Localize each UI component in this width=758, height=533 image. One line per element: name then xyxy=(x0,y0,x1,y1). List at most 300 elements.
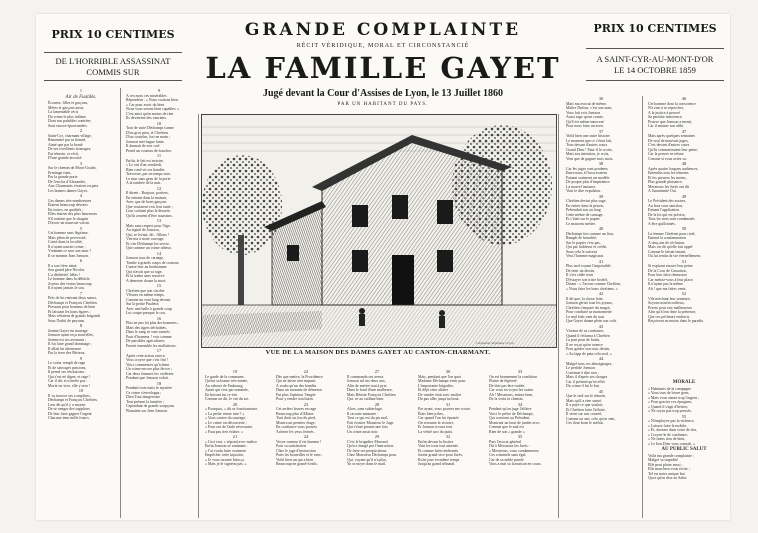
verse-line: Qu'ils commettraient leur peine, xyxy=(648,147,698,152)
verse-line: Il prend ses résolutions : xyxy=(48,370,87,374)
verse-line: Quoi qu'on dise au Salut. xyxy=(648,476,688,480)
divider xyxy=(44,80,182,81)
verse-number: 48 xyxy=(681,161,687,166)
verse-line: Qui s'était promis une fois xyxy=(347,425,388,429)
verse-line: Qu'est chargé par l'instruction xyxy=(347,444,394,448)
verse-line: Joyeux des vertus beaucoup xyxy=(48,281,92,286)
verse-number: 18 xyxy=(156,380,162,386)
verse-line: Disant : « J'avons comme Chrétien, xyxy=(566,282,622,286)
verse-line: D'un gros pieu, et Chrétien xyxy=(126,130,168,135)
text-column-11 xyxy=(644,446,724,518)
verse-line: Entre nous à l'insu avaient xyxy=(566,171,607,175)
verse-line: Qu'eut sa bonne très-aimée, xyxy=(205,379,249,383)
house-engraving xyxy=(202,115,556,347)
verse-line: Voici commencer qu'à demi xyxy=(126,362,170,367)
verse-line: Comme si vous aviez su. xyxy=(648,156,687,161)
verse-number: 43 xyxy=(598,323,604,329)
verse-line: Le moment que ce c'était fait, xyxy=(566,138,613,143)
verse-line: Afin de mettre tout à prix xyxy=(347,383,387,388)
verse-line: De ses excellents fromages, xyxy=(48,147,92,151)
verse-line: Ils'en joue en même temps xyxy=(418,457,460,462)
verse-line: Prétendait son au long xyxy=(566,208,601,212)
verse-number: 29 xyxy=(374,434,380,439)
verse-number: 12 xyxy=(156,185,162,191)
verse-line: Car deux femmes les violèrent xyxy=(126,371,174,376)
verse-line: Et Chrétien faire l'affaire, xyxy=(566,407,606,412)
verse-line: Ah ! que me faites venir. xyxy=(648,286,687,291)
verse-number: 42 xyxy=(598,291,604,296)
verse-line: Nous vous serons bien capables. » xyxy=(126,107,180,111)
verse-line: Sur le chemin de Mont-Goulet, xyxy=(48,166,97,170)
verse-line: Pour sa satisfaction xyxy=(276,444,307,448)
verse-line: Et la traîne sans resserve xyxy=(126,274,165,278)
verse-line: Malgré sa stupidité xyxy=(648,458,678,462)
verse-line: Pour conduire sa marionnette xyxy=(566,310,612,314)
verse-line: Plus grande plaisance, xyxy=(648,180,683,184)
verse-line: Et s'en Déchampt les servie, xyxy=(126,241,170,246)
verse-line: Tel est notre unique but xyxy=(648,471,685,476)
verse-line: Il donnait de son coté xyxy=(126,144,160,148)
verse-line: A demeure douze la mort. xyxy=(126,278,167,283)
verse-number: 19 xyxy=(232,369,238,374)
verse-line: Voilà bien une autre histoire xyxy=(566,134,610,138)
verse-line: Pour nous faire un aveu. xyxy=(566,124,604,128)
verse-line: Le mal était vain du tout xyxy=(566,314,605,319)
verse-line: « Ne faites rien de bien, xyxy=(648,437,686,441)
verse-line: A cinq ans de réclusion. xyxy=(648,240,686,245)
verse-line: Jusqu'au grand tribunal. xyxy=(418,462,456,466)
verse-line: Paris les bouteilles et le vain ; xyxy=(276,453,323,457)
verse-line: Si expirant encore leur peine xyxy=(648,264,693,268)
verse-line: Mais il d'après ses charges xyxy=(566,375,608,379)
verse-line: Qui, voyant qu'il n'a plus, xyxy=(347,457,387,462)
verse-line: Vaut les trois tout amenés xyxy=(418,444,458,448)
verse-line: Jomson met bague lame, xyxy=(126,139,165,144)
verse-number: 36 xyxy=(598,96,604,101)
verse-line: De l'enclos d'Alexandre, xyxy=(48,179,87,184)
verse-line: Ya se noyer dans le mail. xyxy=(347,462,386,466)
left-heading-line: DE L'HORRIBLE ASSASSINAT xyxy=(55,56,171,66)
verse-number: 24 xyxy=(303,434,309,439)
verse-line: Fut témoin, ce récit, xyxy=(48,151,80,156)
poster-main-title: LA FAMILLE GAYET xyxy=(205,51,561,85)
verse-line: Malgré tous ces témoignages, xyxy=(566,361,613,366)
verse-line: Il allait lui alternance xyxy=(48,346,82,351)
verse-number: 27 xyxy=(374,369,380,374)
verse-line: Prend un couteau de boucher. xyxy=(126,148,172,153)
text-column-6 xyxy=(414,369,482,519)
verse-line: Mais n'étaient de grands brigands xyxy=(48,314,101,318)
verse-line: « Laissez faire le mobile, xyxy=(648,423,688,428)
verse-line: « Le bon Dieu vous connaît. » xyxy=(648,441,696,446)
verse-line: Il a payé ce que vouloir, xyxy=(566,403,604,407)
verse-line: Tout droit on fou du pied, xyxy=(276,416,316,420)
verse-line: Tout présent la lumière ; xyxy=(126,399,164,404)
verse-line: « Vous contez du sauvage, xyxy=(205,416,247,420)
verse-line: Qu'il est même innocent xyxy=(566,119,604,124)
verse-line: Le mur sans gens de la porte xyxy=(126,176,171,181)
verse-line: Mais son intention, je crois, xyxy=(566,152,610,156)
verse-line: Sur le papier c'est pas, xyxy=(566,240,601,245)
verse-line: Dès que mettre, la Providence xyxy=(276,374,323,379)
verse-line: Ils devinrent des vauriens. xyxy=(126,116,167,120)
verse-line: De vendre était avec malice xyxy=(418,392,462,397)
verse-line: Étais bien jolies, xyxy=(418,411,444,416)
verse-line: Entendus tous les témoins xyxy=(648,171,689,175)
verse-line: Son grand père Nicolas xyxy=(48,268,85,272)
verse-line: Cette même de carnage, xyxy=(566,212,604,217)
verse-line: Beaucoup ne grand-fortifs. xyxy=(276,462,318,466)
verse-line: D'un coutelas, fort en main ; xyxy=(126,135,171,139)
verse-line: La nouvel instance xyxy=(566,184,596,189)
right-heading-line: A SAINT-CYR-AU-MONT-D'OR xyxy=(596,54,714,64)
verse-line: Voici le prêtre de Déchampt, xyxy=(489,411,534,416)
verse-line: Messieurs les Jurés ont dit xyxy=(648,184,690,189)
verse-line: De leur faire gagner l'argent xyxy=(48,411,92,416)
verse-line: « Quand il s'agit d'hériter, xyxy=(648,404,689,409)
verse-line: Car de sa noble parole xyxy=(489,457,524,462)
column-rule xyxy=(120,88,121,518)
verse-line: Il n'ayant narrait crime ; xyxy=(48,244,86,249)
verse-line: D'essayer son triste bordel, xyxy=(566,277,608,282)
verse-line: Vous fait voir Jomson xyxy=(566,110,600,115)
verse-line: Comme le faisait tenant, xyxy=(648,249,687,254)
verse-line: Car il prétend qu'en effet xyxy=(566,379,605,384)
verse-line: Mais, pendant que l'on quoi xyxy=(418,374,462,379)
verse-line: Faisant l'application xyxy=(648,208,680,212)
verse-line: Faisant vraiment un modèle xyxy=(566,175,610,180)
verse-line: Comme que le mal est xyxy=(489,425,524,429)
verse-line: Que ces pécheurs endurcis xyxy=(648,314,690,319)
verse-line: Chez le juge d'instruction xyxy=(276,448,316,453)
divider xyxy=(586,48,724,49)
verse-line: Vont le dire expulsion. xyxy=(566,189,602,193)
verse-number: 50 xyxy=(681,226,687,231)
verse-number: 35 xyxy=(517,434,523,439)
verse-line: Veut l'homme magistrat. xyxy=(566,254,604,258)
verse-line: En confiance vous pouvez xyxy=(276,425,317,429)
verse-number: 45 xyxy=(598,388,604,394)
verse-line: Furent ensemble les malfaiteurs. xyxy=(126,343,177,348)
verse-line: Tout ce qui est du pis mal, xyxy=(347,416,388,420)
verse-line: Ces dont bons le méfait. xyxy=(566,421,604,425)
verse-line: Ces criminels sans égal, xyxy=(489,453,527,457)
verse-line: Car mettez-vous à leur place, xyxy=(648,277,694,282)
verse-line: Qui, se levant, dit : Allons ! xyxy=(126,232,170,237)
verse-line: De seul de mauvais juges, xyxy=(648,138,689,143)
verse-line: Au signal de Jomson, xyxy=(126,228,160,232)
verse-number: 30 xyxy=(445,369,451,374)
verse-line: A voulu qu'un des bandits xyxy=(276,383,317,388)
verse-line: Dieu Tout dangereuse xyxy=(126,395,161,399)
verse-number: 3 xyxy=(79,160,83,166)
verse-number: 44 xyxy=(598,356,604,361)
verse-line: Contre leur au bonhomme xyxy=(126,265,167,269)
verse-line: « Pourquoi, » dit se fonctionnaire, xyxy=(205,407,259,411)
verse-line: Rien de son « grande » xyxy=(489,429,525,434)
verse-line: Étaient beaucoup dévotes xyxy=(48,203,88,207)
verse-number: 51 xyxy=(681,258,687,264)
verse-line: Qui convient au Président, xyxy=(489,416,531,420)
verse-line: Cet homme sans légitime, xyxy=(48,231,89,235)
verse-line: Voilà bien un qui a bien xyxy=(276,457,313,462)
verse-number: 41 xyxy=(598,258,604,264)
verse-number: 52 xyxy=(681,291,687,296)
verse-line: Vite ma à notre ouvrage, xyxy=(126,237,165,241)
verse-line: Enfin Jomson se ranimant : xyxy=(205,444,248,448)
verse-line: Rempli de brutalité, xyxy=(566,236,598,240)
verse-line: « J'ai voulu faire vraiment xyxy=(205,448,246,453)
verse-line: Il fut faire grand dommage ; xyxy=(48,342,92,346)
verse-number: 34 xyxy=(517,401,523,407)
verse-line: « La petite venue tant ? » xyxy=(205,411,245,416)
verse-number: 4 xyxy=(79,193,83,198)
verse-line: Dit à Messieurs les Jurés : xyxy=(489,444,530,448)
verse-line: Plus tard voyant l'impossible xyxy=(566,264,611,268)
verse-line: Aimé que par la bonté xyxy=(48,142,83,147)
verse-line: Dans un moment de démence xyxy=(276,388,323,392)
verse-line: La vérité sort du puits. xyxy=(418,429,454,434)
verse-line: Qui, ce au vaillant bien. xyxy=(347,397,385,401)
verse-line: Sont encore épouvantées. xyxy=(48,123,88,128)
verse-line: Plus ne pus loi plus des hommes ; xyxy=(126,321,179,325)
verse-line: Répondent : « Nous voulons bien xyxy=(126,98,178,102)
verse-line: Du crime le plus infâme, xyxy=(48,114,87,119)
verse-line: Et déjà cette affaire xyxy=(418,388,449,392)
verse-line: Car il monter son alibi. xyxy=(648,124,684,128)
verse-line: C'est le brigadier Maroncé xyxy=(347,439,389,444)
verse-line: Vous a nuit sa la maison en cours. xyxy=(489,462,542,466)
verse-line: Chez Monsieur Déchampt pour, xyxy=(347,453,397,457)
text-column-8 xyxy=(562,96,640,518)
column-rule xyxy=(642,96,643,518)
verse-line: La part pour de butin, xyxy=(566,338,600,342)
verse-line: Sur la petite Paulette, xyxy=(126,302,160,306)
verse-line: De paisibles agricultures xyxy=(126,339,165,343)
verse-line: De la vertu la chemin. xyxy=(489,397,524,401)
verse-line: On retourne la victoire, xyxy=(418,420,455,425)
verse-line: Victime de sa confiance, xyxy=(566,329,605,333)
verse-line: Mais sans respect pour l'âge, xyxy=(126,223,171,228)
verse-line: Prouve que Jomson a menti, xyxy=(648,119,692,124)
verse-line: Le coeur rempli de rage xyxy=(48,361,86,365)
verse-line: Du crime il fut le but. xyxy=(566,384,600,388)
verse-line: Ermitage riant, xyxy=(48,170,72,175)
verse-line: De la Cour de Cassation, xyxy=(648,268,687,273)
verse-line: S'il avaient que le chagrin xyxy=(48,216,89,221)
verse-line: Montrant un bout de jambe avec, xyxy=(489,420,541,425)
verse-line: Plaine de légèreté xyxy=(489,379,517,383)
verse-number: 2 xyxy=(79,128,83,133)
section-heading-morale: MORALE xyxy=(672,380,696,385)
verse-line: Un crime encore plus féroce ; xyxy=(126,367,173,371)
verse-line: Renommé par sa beauté, xyxy=(48,138,87,142)
verse-number: 9 xyxy=(79,355,83,361)
verse-line: Tous les trois sont condamnés xyxy=(648,217,695,221)
verse-line: A l'unanimité Oui. xyxy=(648,189,677,193)
verse-line: Du pas aller jusqu'au bout. xyxy=(418,397,460,401)
verse-line: Qui ne laisse rien impuni, xyxy=(276,379,317,383)
verse-number: 20 xyxy=(232,401,238,407)
verse-line: « Car pour avoir du bien xyxy=(126,102,165,107)
verse-line: « Cest vrai, » répond avec malice xyxy=(205,439,257,444)
verse-line: Acheter les yeux fermés. xyxy=(276,429,315,434)
verse-line: Il n'ayant pas la même xyxy=(648,282,683,286)
price-left: PRIX 10 CENTIMES xyxy=(51,28,175,41)
verse-line: « N'employez pas la violence, xyxy=(648,419,695,423)
verse-line: Tombe à grands coups de couteau xyxy=(126,260,179,265)
price-right: PRIX 10 CENTIMES xyxy=(593,22,717,35)
verse-line: Cet homme dont la conscience xyxy=(648,101,696,106)
verse-number: 16 xyxy=(156,315,162,321)
verse-line: Puis l'avocat général xyxy=(489,439,522,444)
verse-line: Ayant qui s'est par nommée, xyxy=(205,388,249,392)
verse-line: Grand Dieu ! Faut-il le croire, xyxy=(566,147,613,152)
verse-number: 39 xyxy=(598,193,604,199)
verse-line: Déchampt fort comme un lion, xyxy=(566,231,614,236)
divider xyxy=(44,52,182,53)
verse-line: Ces dames très-nombreuses xyxy=(48,198,92,203)
verse-number: 37 xyxy=(598,128,604,134)
verse-line: Dont nos paisibles contrées xyxy=(48,119,91,123)
verse-line: Le homme dans la débâcle, xyxy=(48,277,91,281)
verse-line: Comme on dit, le vin du sot. xyxy=(205,397,250,401)
verse-line: Il raconte annuaire : xyxy=(347,411,379,416)
verse-line: Écoutez, filles et garçons, xyxy=(48,101,89,105)
verse-number: 28 xyxy=(374,401,380,407)
verse-line: Chacune tenu mille francs. xyxy=(48,416,90,420)
verse-line: Morte ou vive, elle y sera ! xyxy=(48,383,91,388)
verse-line: Bien rond vit ses bandits xyxy=(126,167,165,172)
verse-line: Au cabaret de Faubourg, xyxy=(205,383,244,388)
verse-line: « Au lapp de pain cela seul. » xyxy=(566,351,612,356)
section-heading-public: AU PUBLIC SALUT xyxy=(661,447,707,452)
verse-line: Elle marchera vous écrier ; xyxy=(648,467,690,471)
verse-line: De propre plus d'impatience xyxy=(566,180,610,184)
text-column-5 xyxy=(343,369,411,519)
text-column-3 xyxy=(201,369,269,519)
verse-line: Il a son frère aimé, xyxy=(48,263,78,268)
verse-line: Cet arrêtes braves en rage xyxy=(276,407,317,411)
verse-number: 33 xyxy=(517,369,523,374)
verse-line: Il dirent : Bonjour, portiers, xyxy=(126,191,169,195)
text-column-10 xyxy=(644,379,724,444)
verse-line: Par la grande porte xyxy=(48,175,78,179)
verse-line: De la loi qui est précise, xyxy=(648,212,686,217)
verse-number: 40 xyxy=(598,226,604,231)
trial-line: Jugé devant la Cour d'Assises de Lyon, le 13 Juillet 1860 xyxy=(262,88,504,99)
verse-line: Que vouiaient voir leur tante ; xyxy=(126,204,173,209)
verse-line: Jomson tous de carnage, xyxy=(126,256,165,260)
verse-line: Et les preuves les moins, xyxy=(648,175,687,180)
verse-line: C'est devant d'autres cours xyxy=(648,143,690,147)
verse-line: Maître Dufour, c'est son nom, xyxy=(566,106,613,110)
verse-line: Chrétien devint plus sage, xyxy=(566,199,607,203)
verse-line: En buvant fut ce très xyxy=(205,392,238,397)
verse-line: N'a rien à se reprocher, xyxy=(648,106,684,110)
verse-line: « Vous tous de brave gens, xyxy=(648,391,690,395)
verse-line: « Nous faire les bons chrétiens. » xyxy=(566,286,618,291)
verse-line: L'a déshérité, hélas ! xyxy=(48,272,81,277)
verse-line: Pour leur faire rémission xyxy=(648,273,687,277)
verse-line: Montra un premier étage, xyxy=(276,420,316,425)
verse-line: Il dit que, la chose faite, xyxy=(566,296,604,301)
verse-number: 11 xyxy=(156,153,162,158)
verse-line: Que Gayet donne plein son coût. xyxy=(566,319,617,323)
verse-line: Conté dans la localité, xyxy=(48,240,83,244)
verse-line: A être guillotinés. xyxy=(648,221,676,226)
verse-line: Ce crime s'enveloppa ; xyxy=(126,390,162,395)
verse-line: Beaucoup plus d'Albion xyxy=(276,411,314,416)
verse-line: Un crime aussi noir. xyxy=(347,429,379,434)
verse-line: Dans le sang se sont vautrés. xyxy=(126,330,171,334)
verse-line: La femme Chrétien pour rival, xyxy=(648,231,696,236)
verse-line: Jurent grand vice pour Jurés, xyxy=(418,453,463,457)
verse-line: Aussi sage qu'un comte, xyxy=(566,115,604,119)
verse-line: Pendant trois nuits le mystère xyxy=(126,386,173,390)
verse-line: « Pour gracier vos épargnes, xyxy=(648,400,693,404)
verse-line: Fait écouter Monsieur le Juge, xyxy=(347,420,395,425)
poster-title-top: GRANDE COMPLAINTE xyxy=(244,20,522,40)
verse-line: Tout de suite Déchampt s'arme xyxy=(126,126,174,130)
verse-line: Elle peut plaire aussi ; xyxy=(648,462,683,467)
verse-line: Pendant qu'on juge l'affaire xyxy=(489,407,532,411)
verse-line: « Ne soyez pas trop pressés. xyxy=(648,409,692,413)
verse-line: Enfin devant la Justice xyxy=(418,439,454,444)
verse-number: 31 xyxy=(445,401,451,407)
text-column-9 xyxy=(644,96,724,376)
verse-line: Vile méchant leur sentence, xyxy=(648,296,691,301)
verse-line: Empêcher cette injustice, xyxy=(205,453,245,457)
verse-line: Il commanda ses aveux xyxy=(347,374,384,379)
verse-line: Il s'est cidée tenir xyxy=(566,273,594,277)
verse-line: Que le seul sur le témoin, xyxy=(566,394,606,398)
air-line: Air de Fualdès. xyxy=(65,94,97,100)
verse-line: Madame Déchampt venir pour xyxy=(418,379,466,383)
verse-line: Par la terre des Bérieux. xyxy=(48,351,86,355)
engraving-illustration xyxy=(201,114,557,348)
verse-line: « Pour ont de l'aide nécessaire, xyxy=(205,425,254,429)
column-rule xyxy=(198,114,199,518)
verse-number: 22 xyxy=(303,369,309,374)
verse-line: Car quand l'un fut épuisée xyxy=(418,416,459,420)
verse-number: 6 xyxy=(79,258,83,263)
text-column-4 xyxy=(272,369,340,519)
verse-line: Et c'était sur le papier xyxy=(566,217,600,221)
verse-line: Il n'ayant jamais le sou. xyxy=(48,286,85,290)
verse-line: « Et, dormez dans votre de dos, xyxy=(648,428,698,432)
verse-line: Que comme un crime odieux. xyxy=(126,246,173,250)
verse-line: Il ne reçut qu'en avance xyxy=(566,342,603,347)
verse-line: Qui s'est né digne, et rage ! xyxy=(48,374,91,379)
verse-line: Qui n'avait que sa rage, xyxy=(126,269,163,274)
verse-line: C'est ainsi qu'en moins de rien xyxy=(126,111,174,116)
verse-line: Par ayant, vous pouvez me croire, xyxy=(418,407,471,411)
verse-line: En entrant dans la maison, xyxy=(126,195,168,200)
verse-line: Cependant de grands soupçons xyxy=(126,404,175,408)
verse-line: Pressant pour honneur de bien xyxy=(48,305,96,309)
verse-line: Vêtures en même temps, xyxy=(126,293,165,297)
verse-line: Il se nomme Jean Jomson. xyxy=(48,253,89,258)
verse-line: « Le crime on découverte ; xyxy=(205,420,247,425)
verse-line: Jomson ayant reçu nouvelles, xyxy=(48,333,94,337)
verse-line: Car vous en voyez les suites. xyxy=(489,388,534,392)
verse-line: Voilà ma grande complainte ; xyxy=(648,453,694,458)
verse-line: Ou lui rendu da vie éternellement. xyxy=(648,254,702,258)
verse-line: Pour d'honneur ! voir comme xyxy=(126,334,172,339)
verse-line: « Le ont d'un vendredi, xyxy=(126,163,163,167)
verse-line: Lui coupe presque le cou. xyxy=(126,311,167,315)
